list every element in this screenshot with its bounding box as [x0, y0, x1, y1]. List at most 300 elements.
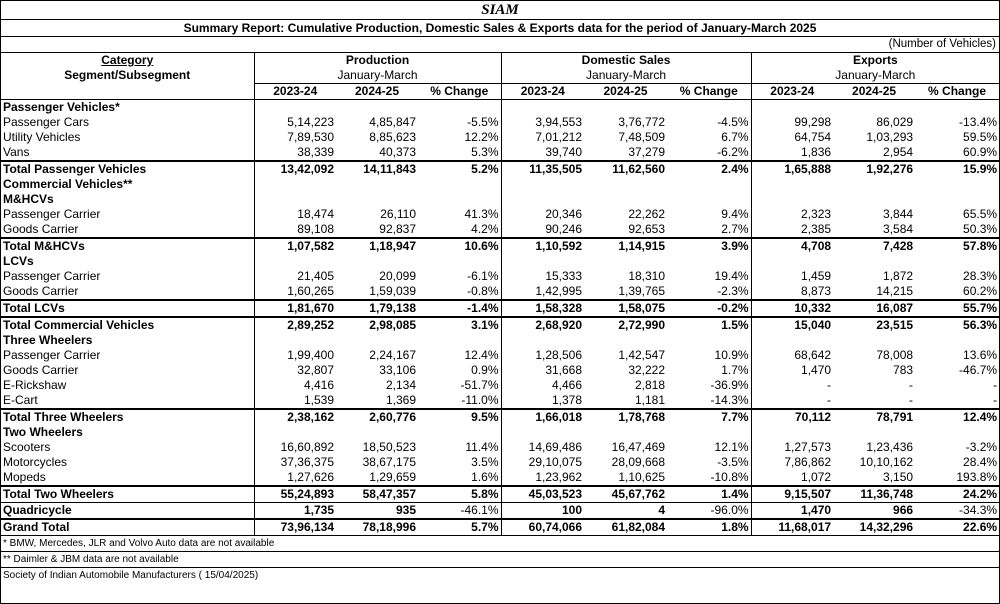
row-label: Passenger Cars: [3, 115, 90, 129]
empty-cell: [584, 177, 667, 192]
value-cell: 37,36,375: [254, 455, 336, 470]
value-cell: 1,39,765: [618, 284, 666, 298]
value-cell: 1,99,400: [254, 348, 336, 363]
value-cell: 45,67,762: [584, 486, 667, 503]
pct-change-cell: 2.4%: [667, 161, 751, 177]
empty-cell: [501, 254, 584, 269]
value-cell: 1,60,265: [254, 284, 336, 300]
value-cell: 935: [336, 503, 418, 520]
value-cell: 7,01,212: [501, 130, 584, 145]
empty-cell: [833, 177, 915, 192]
row-label: Passenger Vehicles*: [3, 100, 120, 114]
total-row: [1, 238, 999, 254]
col-header: % Change: [915, 84, 999, 100]
value-cell: 1,18,947: [336, 238, 418, 254]
value-cell: 1,23,436: [866, 440, 914, 454]
exports-period: January-March: [751, 68, 999, 84]
value-cell: 2,60,776: [336, 409, 418, 425]
row-label: Grand Total: [1, 519, 254, 535]
value-cell: 1,42,995: [501, 284, 584, 300]
empty-cell: [254, 425, 336, 440]
value-cell: 1,78,768: [584, 409, 667, 425]
section-row: [1, 425, 999, 440]
value-cell: 1,27,573: [751, 440, 833, 455]
empty-cell: [584, 425, 667, 440]
value-cell: 1,03,293: [866, 130, 914, 144]
value-cell: 7,428: [833, 238, 915, 254]
value-cell: 15,040: [751, 317, 833, 333]
col-header: 2023-24: [751, 84, 833, 100]
pct-change-cell: 3.5%: [471, 455, 499, 469]
total-row: [1, 519, 999, 535]
value-cell: 64,754: [751, 130, 833, 145]
value-cell: 1,470: [751, 503, 833, 520]
pct-change-cell: 28.3%: [963, 269, 998, 283]
pct-change-cell: -96.0%: [667, 503, 751, 520]
pct-change-cell: 60.2%: [963, 284, 998, 298]
total-row: [1, 317, 999, 333]
empty-cell: [584, 192, 667, 207]
pct-change-cell: 50.3%: [963, 222, 998, 236]
value-cell: 73,96,134: [254, 519, 336, 535]
table-row: [1, 284, 999, 300]
col-header: % Change: [418, 84, 501, 100]
value-cell: 2,89,252: [254, 317, 336, 333]
empty-cell: [254, 100, 336, 116]
value-cell: 9,15,507: [751, 486, 833, 503]
row-label: Utility Vehicles: [3, 130, 81, 144]
pct-change-cell: 15.9%: [915, 161, 999, 177]
value-cell: 14,32,296: [833, 519, 915, 535]
pct-change-cell: 7.7%: [667, 409, 751, 425]
value-cell: 1,836: [751, 145, 833, 161]
value-cell: 55,24,893: [254, 486, 336, 503]
empty-cell: [418, 425, 501, 440]
value-cell: 70,112: [751, 409, 833, 425]
col-header: % Change: [667, 84, 751, 100]
pct-change-cell: 1.5%: [667, 317, 751, 333]
row-label: Scooters: [3, 440, 51, 454]
table-row: [1, 207, 999, 222]
value-cell: 20,346: [501, 207, 584, 222]
value-cell: 37,279: [628, 145, 666, 159]
value-cell: 92,837: [379, 222, 416, 236]
value-cell: 16,087: [833, 300, 915, 317]
empty-cell: [336, 333, 418, 348]
table-row: [1, 378, 999, 393]
value-cell: 1,58,075: [584, 300, 667, 317]
value-cell: 78,18,996: [336, 519, 418, 535]
row-label: Passenger Carrier: [3, 269, 101, 283]
empty-cell: [667, 333, 751, 348]
pct-change-cell: 12.4%: [915, 409, 999, 425]
pct-change-cell: 4.2%: [471, 222, 499, 236]
value-cell: 45,03,523: [501, 486, 584, 503]
empty-cell: [667, 177, 751, 192]
value-cell: 60,74,066: [501, 519, 584, 535]
empty-cell: [751, 177, 833, 192]
row-label: Vans: [3, 145, 30, 159]
pct-change-cell: -3.2%: [965, 440, 998, 454]
total-row: [1, 300, 999, 317]
empty-cell: [751, 425, 833, 440]
section-row: [1, 333, 999, 348]
row-label: Two Wheelers: [3, 425, 83, 439]
value-cell: 2,38,162: [254, 409, 336, 425]
pct-change-cell: 10.9%: [714, 348, 749, 362]
row-label: E-Rickshaw: [3, 378, 67, 392]
empty-cell: [833, 425, 915, 440]
value-cell: 1,14,915: [584, 238, 667, 254]
pct-change-cell: -5.5%: [467, 115, 499, 129]
value-cell: 29,10,075: [501, 455, 584, 470]
pct-change-cell: 19.4%: [714, 269, 749, 283]
value-cell: 40,373: [379, 145, 416, 159]
col-header: 2023-24: [501, 84, 584, 100]
value-cell: 23,515: [833, 317, 915, 333]
value-cell: 14,11,843: [336, 161, 418, 177]
pct-change-cell: -: [993, 393, 998, 407]
row-label: LCVs: [3, 254, 34, 268]
pct-change-cell: 5.2%: [418, 161, 501, 177]
segment-header: Segment/Subsegment: [64, 68, 191, 83]
col-header: 2024-25: [584, 84, 667, 100]
row-label: Total Commercial Vehicles: [1, 317, 254, 333]
value-cell: 86,029: [876, 115, 914, 129]
pct-change-cell: 5.8%: [418, 486, 501, 503]
summary-table: [1, 52, 999, 535]
empty-cell: [336, 100, 418, 116]
value-cell: 14,215: [876, 284, 914, 298]
row-label: M&HCVs: [3, 192, 54, 206]
row-label: E-Cart: [3, 393, 38, 407]
row-label: Total LCVs: [1, 300, 254, 317]
empty-cell: [915, 333, 999, 348]
pct-change-cell: 1.8%: [667, 519, 751, 535]
empty-cell: [915, 177, 999, 192]
value-cell: 16,60,892: [254, 440, 336, 455]
value-cell: 1,58,328: [501, 300, 584, 317]
empty-cell: [915, 425, 999, 440]
empty-cell: [751, 333, 833, 348]
value-cell: 18,310: [628, 269, 666, 283]
total-row: [1, 409, 999, 425]
value-cell: 1,42,547: [618, 348, 666, 362]
value-cell: 58,47,357: [336, 486, 418, 503]
value-cell: -: [751, 378, 833, 393]
empty-cell: [667, 100, 751, 116]
empty-cell: [751, 192, 833, 207]
section-row: [1, 254, 999, 269]
empty-cell: [584, 333, 667, 348]
value-cell: 3,76,772: [618, 115, 666, 129]
empty-cell: [833, 192, 915, 207]
value-cell: 1,59,039: [369, 284, 416, 298]
value-cell: 32,807: [254, 363, 336, 378]
value-cell: 1,79,138: [336, 300, 418, 317]
value-cell: 32,222: [628, 363, 666, 377]
value-cell: 2,385: [751, 222, 833, 238]
row-label: Mopeds: [3, 470, 46, 484]
empty-cell: [833, 100, 915, 116]
value-cell: 20,099: [379, 269, 416, 283]
row-label: Motorcycles: [3, 455, 68, 469]
pct-change-cell: 60.9%: [963, 145, 998, 159]
empty-cell: [667, 425, 751, 440]
value-cell: 26,110: [380, 207, 416, 221]
pct-change-cell: 1.4%: [667, 486, 751, 503]
value-cell: 11,35,505: [501, 161, 584, 177]
value-cell: 5,14,223: [254, 115, 336, 130]
table-row: [1, 440, 999, 455]
pct-change-cell: 2.7%: [721, 222, 749, 236]
pct-change-cell: -11.0%: [461, 393, 499, 407]
value-cell: 1,65,888: [751, 161, 833, 177]
pct-change-cell: 3.1%: [418, 317, 501, 333]
empty-cell: [336, 177, 418, 192]
empty-cell: [254, 333, 336, 348]
row-label: Goods Carrier: [3, 284, 79, 298]
total-row: [1, 161, 999, 177]
table-row: [1, 130, 999, 145]
domestic-sales-period: January-March: [501, 68, 751, 84]
total-row: [1, 503, 999, 520]
pct-change-cell: -3.5%: [717, 455, 749, 469]
pct-change-cell: 1.6%: [471, 470, 499, 484]
value-cell: 3,94,553: [501, 115, 584, 130]
value-cell: 1,28,506: [501, 348, 584, 363]
value-cell: 1,10,625: [618, 470, 666, 484]
pct-change-cell: -1.4%: [418, 300, 501, 317]
pct-change-cell: -6.2%: [717, 145, 749, 159]
col-header: 2024-25: [833, 84, 915, 100]
pct-change-cell: -13.4%: [959, 115, 998, 129]
source-note: Society of Indian Automobile Manufacturers ( 15/04/2025): [1, 567, 999, 583]
empty-cell: [501, 192, 584, 207]
value-cell: 4,416: [254, 378, 336, 393]
pct-change-cell: 57.8%: [915, 238, 999, 254]
value-cell: 8,85,623: [369, 130, 416, 144]
report-title: Summary Report: Cumulative Production, Domestic Sales & Exports data for the period of January-March 2025: [1, 20, 999, 37]
pct-change-cell: -6.1%: [467, 269, 499, 283]
empty-cell: [418, 254, 501, 269]
section-row: [1, 177, 999, 192]
pct-change-cell: -46.1%: [418, 503, 501, 520]
row-label: Total Passenger Vehicles: [1, 161, 254, 177]
section-row: [1, 100, 999, 116]
table-row: [1, 222, 999, 238]
empty-cell: [254, 254, 336, 269]
value-cell: 2,24,167: [369, 348, 416, 362]
empty-cell: [667, 254, 751, 269]
row-label: Passenger Carrier: [3, 207, 101, 221]
value-cell: 1,369: [385, 393, 416, 407]
pct-change-cell: -0.2%: [667, 300, 751, 317]
exports-header: Exports: [751, 53, 999, 69]
value-cell: 89,108: [254, 222, 336, 238]
value-cell: 1,459: [751, 269, 833, 284]
empty-cell: [584, 100, 667, 116]
value-cell: 18,50,523: [362, 440, 416, 454]
value-cell: 1,07,582: [254, 238, 336, 254]
value-cell: 1,470: [751, 363, 833, 378]
value-cell: 11,68,017: [751, 519, 833, 535]
pct-change-cell: 59.5%: [963, 130, 998, 144]
pct-change-cell: 24.2%: [915, 486, 999, 503]
value-cell: 2,68,920: [501, 317, 584, 333]
pct-change-cell: 11.4%: [465, 440, 499, 454]
value-cell: 7,89,530: [254, 130, 336, 145]
value-cell: 4: [584, 503, 667, 520]
footnote-cv: ** Daimler & JBM data are not available: [1, 551, 999, 567]
value-cell: 2,72,990: [584, 317, 667, 333]
value-cell: 11,62,560: [584, 161, 667, 177]
empty-cell: [418, 333, 501, 348]
table-row: [1, 470, 999, 486]
pct-change-cell: 9.4%: [721, 207, 749, 221]
row-label: Total Two Wheelers: [1, 486, 254, 503]
row-label: Goods Carrier: [3, 363, 79, 377]
empty-cell: [915, 192, 999, 207]
footnote-pv: * BMW, Mercedes, JLR and Volvo Auto data are not available: [1, 535, 999, 551]
value-cell: 78,008: [876, 348, 914, 362]
empty-cell: [418, 100, 501, 116]
section-row: [1, 192, 999, 207]
pct-change-cell: 56.3%: [915, 317, 999, 333]
value-cell: 16,47,469: [611, 440, 666, 454]
production-header: Production: [254, 53, 501, 69]
empty-cell: [833, 254, 915, 269]
pct-change-cell: -51.7%: [460, 378, 499, 392]
domestic-sales-header: Domestic Sales: [501, 53, 751, 69]
empty-cell: [254, 192, 336, 207]
table-row: [1, 145, 999, 161]
value-cell: 22,262: [628, 207, 666, 221]
empty-cell: [336, 425, 418, 440]
pct-change-cell: 22.6%: [915, 519, 999, 535]
pct-change-cell: 12.2%: [464, 130, 499, 144]
table-row: [1, 363, 999, 378]
row-label: Three Wheelers: [3, 333, 93, 347]
empty-cell: [501, 333, 584, 348]
value-cell: 10,332: [751, 300, 833, 317]
value-cell: 68,642: [751, 348, 833, 363]
value-cell: 3,150: [883, 470, 914, 484]
pct-change-cell: 12.4%: [464, 348, 499, 362]
value-cell: 18,474: [254, 207, 336, 222]
empty-cell: [501, 177, 584, 192]
empty-cell: [336, 254, 418, 269]
pct-change-cell: -4.5%: [717, 115, 749, 129]
value-cell: 7,48,509: [618, 130, 666, 144]
row-label: Commercial Vehicles**: [3, 177, 133, 191]
pct-change-cell: 1.7%: [721, 363, 749, 377]
value-cell: 11,36,748: [833, 486, 915, 503]
value-cell: 2,323: [751, 207, 833, 222]
empty-cell: [418, 192, 501, 207]
value-cell: 38,339: [254, 145, 336, 161]
table-row: [1, 393, 999, 409]
value-cell: 1,378: [501, 393, 584, 409]
empty-cell: [418, 177, 501, 192]
category-header: Category: [1, 53, 254, 69]
production-period: January-March: [254, 68, 501, 84]
pct-change-cell: 13.6%: [963, 348, 998, 362]
value-cell: 1,872: [883, 269, 914, 283]
value-cell: 1,29,659: [369, 470, 416, 484]
pct-change-cell: -34.3%: [915, 503, 999, 520]
value-cell: 31,668: [501, 363, 584, 378]
pct-change-cell: -46.7%: [959, 363, 998, 377]
value-cell: 7,86,862: [751, 455, 833, 470]
header-spacer: [1, 84, 254, 100]
row-label: Total M&HCVs: [1, 238, 254, 254]
table-body: [1, 100, 999, 536]
row-label: Goods Carrier: [3, 222, 79, 236]
empty-cell: [751, 100, 833, 116]
empty-cell: [254, 177, 336, 192]
row-label: Quadricycle: [1, 503, 254, 520]
value-cell: 90,246: [501, 222, 584, 238]
empty-cell: [584, 254, 667, 269]
table-row: [1, 455, 999, 470]
col-header: 2024-25: [336, 84, 418, 100]
pct-change-cell: 9.5%: [418, 409, 501, 425]
empty-cell: [501, 425, 584, 440]
value-cell: 15,333: [501, 269, 584, 284]
pct-change-cell: 41.3%: [464, 207, 499, 221]
value-cell: 2,98,085: [336, 317, 418, 333]
value-cell: 21,405: [254, 269, 336, 284]
pct-change-cell: 55.7%: [915, 300, 999, 317]
table-row: [1, 348, 999, 363]
value-cell: 2,818: [635, 378, 666, 392]
value-cell: 1,66,018: [501, 409, 584, 425]
value-cell: 966: [833, 503, 915, 520]
value-cell: 1,27,626: [254, 470, 336, 486]
value-cell: 3,844: [883, 207, 914, 221]
empty-cell: [336, 192, 418, 207]
pct-change-cell: -2.3%: [717, 284, 749, 298]
value-cell: 28,09,668: [611, 455, 666, 469]
value-cell: 100: [501, 503, 584, 520]
value-cell: 3,584: [883, 222, 914, 236]
table-row: [1, 115, 999, 130]
value-cell: 1,92,276: [833, 161, 915, 177]
row-label: Total Three Wheelers: [1, 409, 254, 425]
value-cell: 2,954: [883, 145, 914, 159]
row-label: Passenger Carrier: [3, 348, 101, 362]
col-header: 2023-24: [254, 84, 336, 100]
empty-cell: [915, 254, 999, 269]
value-cell: 14,69,486: [501, 440, 584, 455]
pct-change-cell: 6.7%: [721, 130, 749, 144]
pct-change-cell: -14.3%: [710, 393, 749, 407]
value-cell: 1,072: [751, 470, 833, 486]
value-cell: 4,85,847: [369, 115, 416, 129]
value-cell: 99,298: [751, 115, 833, 130]
pct-change-cell: 12.1%: [714, 440, 749, 454]
value-cell: 38,67,175: [362, 455, 416, 469]
pct-change-cell: 3.9%: [667, 238, 751, 254]
value-cell: 39,740: [501, 145, 584, 161]
value-cell: 10,10,162: [859, 455, 914, 469]
value-cell: 78,791: [833, 409, 915, 425]
pct-change-cell: -0.8%: [467, 284, 499, 298]
pct-change-cell: -: [993, 378, 998, 392]
value-cell: 33,106: [379, 363, 416, 377]
value-cell: 4,466: [501, 378, 584, 393]
